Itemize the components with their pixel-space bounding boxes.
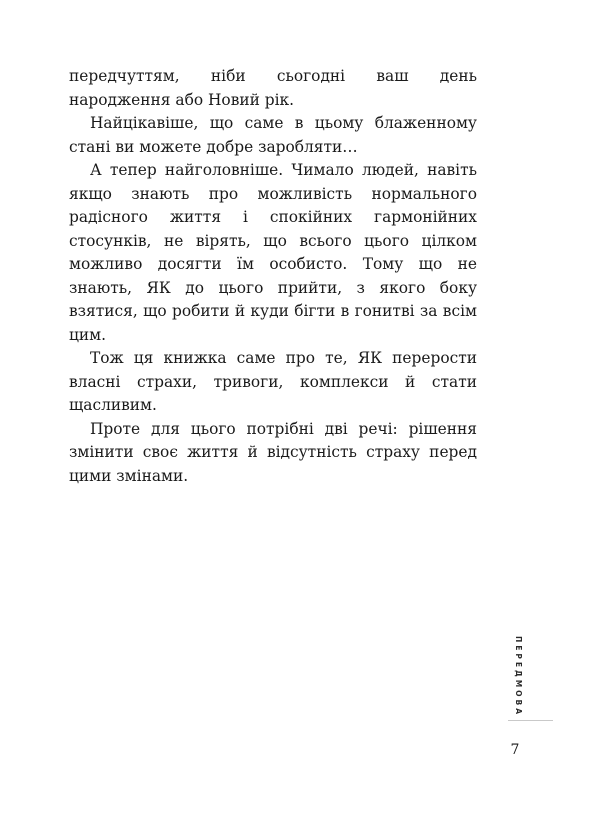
footer-rule	[508, 720, 553, 721]
paragraph-2: Найцікавіше, що саме в цьому блаженному стані ви можете добре заробляти…	[69, 114, 477, 156]
paragraph-5: Проте для цього потрібні дві речі: рішення змінити своє життя й відсутність страху перед цими змінами.	[69, 419, 477, 485]
paragraph-1: передчуттям, ніби сьогодні ваш день народження або Новий рік.	[69, 67, 477, 109]
body-text	[69, 65, 477, 488]
running-head: ПЕРЕДМОВА	[514, 636, 523, 718]
paragraph-3: А тепер найголовніше. Чимало людей, навіть якщо знають про можливість нормального радісного життя і спокійних гармонійних стосунків, не вірять, що всього цього цілком можливо досягти їм особисто. Тому що не знають, ЯК до цього прийти, з якого боку взятися, що робити й куди бігти в гонитві за всім цим.	[69, 161, 477, 344]
paragraph-4: Тож ця книжка саме про те, ЯК перерости власні страхи, тривоги, комплекси й стати щасливим.	[69, 349, 477, 414]
page-number: 7	[510, 742, 520, 758]
